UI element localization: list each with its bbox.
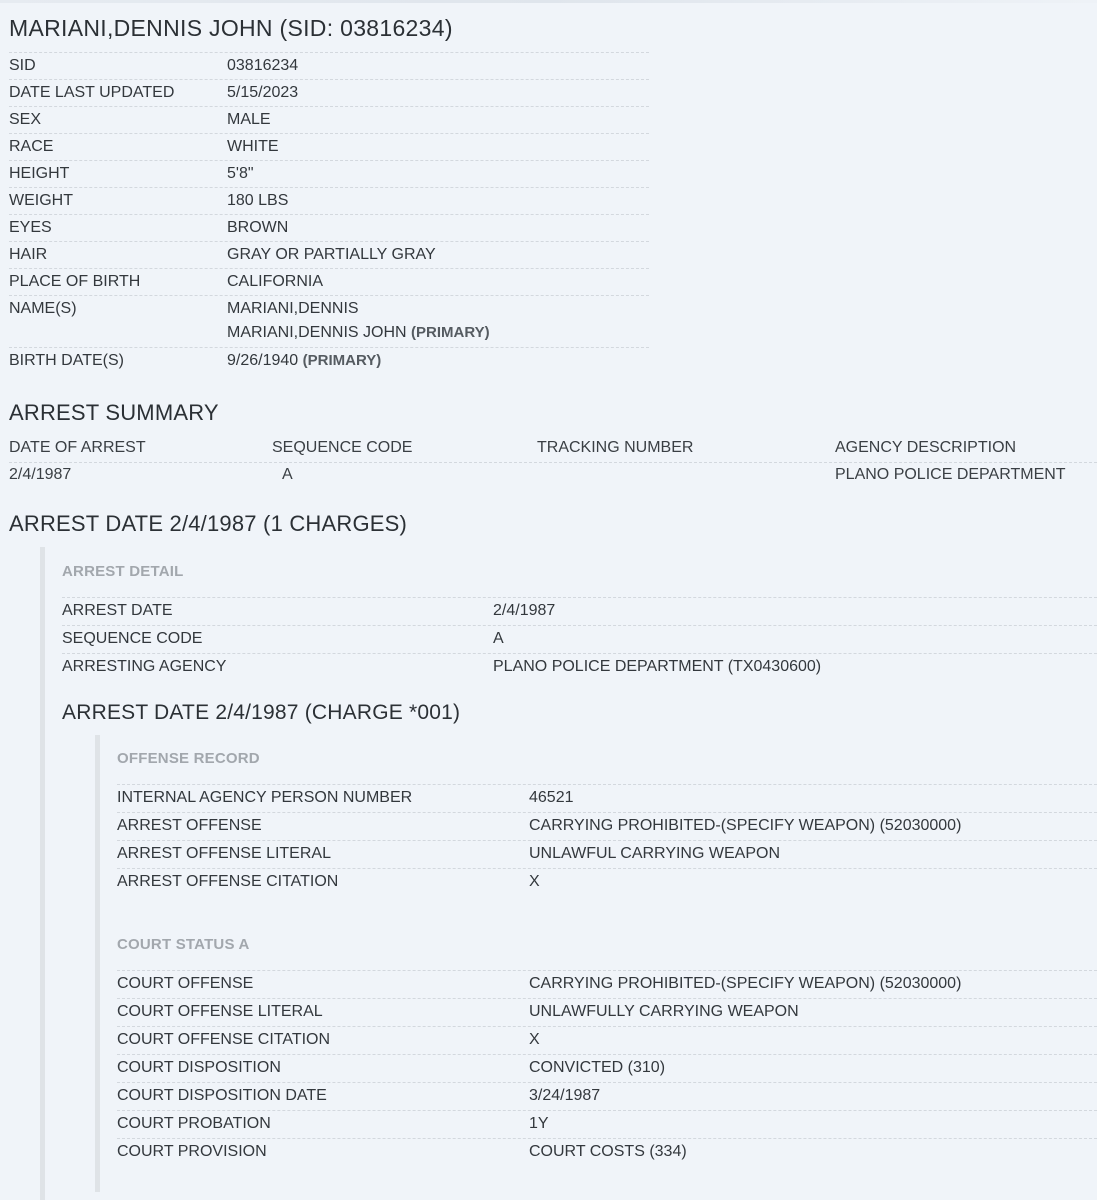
profile-row-sex	[9, 106, 649, 134]
profile-label: NAME(S)	[9, 300, 77, 317]
profile-value: 5/15/2023	[227, 84, 299, 101]
profile-row-weight	[9, 187, 649, 215]
summary-sequence: A	[282, 466, 293, 483]
profile-label: DATE LAST UPDATED	[9, 84, 175, 101]
court-label: COURT OFFENSE	[117, 975, 254, 992]
court-value: X	[529, 1031, 540, 1048]
court-label: COURT OFFENSE CITATION	[117, 1031, 331, 1048]
profile-value: 5'8"	[227, 165, 254, 182]
summary-date: 2/4/1987	[9, 466, 72, 483]
charge-title: ARREST DATE 2/4/1987 (CHARGE *001)	[62, 701, 461, 724]
arrest-date-title: ARREST DATE 2/4/1987 (1 CHARGES)	[9, 511, 408, 536]
offense-label: ARREST OFFENSE CITATION	[117, 873, 339, 890]
court-value: 3/24/1987	[529, 1087, 601, 1104]
profile-label: EYES	[9, 219, 52, 236]
court-row	[117, 1110, 1097, 1139]
court-row	[117, 1082, 1097, 1111]
offense-label: INTERNAL AGENCY PERSON NUMBER	[117, 789, 413, 806]
arrest-detail-title: ARREST DETAIL	[62, 563, 184, 580]
court-row	[117, 998, 1097, 1027]
name-alias: MARIANI,DENNIS	[227, 300, 359, 317]
court-row	[117, 1026, 1097, 1055]
offense-row	[117, 868, 1097, 897]
primary-tag: (PRIMARY)	[411, 324, 490, 341]
profile-label: BIRTH DATE(S)	[9, 352, 124, 369]
summary-header-tracking: TRACKING NUMBER	[537, 439, 694, 456]
profile-label: SEX	[9, 111, 42, 128]
profile-row-eyes	[9, 214, 649, 242]
profile-row-date-last-updated	[9, 79, 649, 107]
profile-value: CALIFORNIA	[227, 273, 324, 290]
profile-label: WEIGHT	[9, 192, 73, 209]
summary-header-agency: AGENCY DESCRIPTION	[835, 439, 1017, 456]
summary-agency: PLANO POLICE DEPARTMENT	[835, 466, 1066, 483]
profile-row-hair	[9, 241, 649, 269]
court-label: COURT OFFENSE LITERAL	[117, 1003, 323, 1020]
court-value: COURT COSTS (334)	[529, 1143, 687, 1160]
summary-header-sequence: SEQUENCE CODE	[272, 439, 413, 456]
offense-value: UNLAWFUL CARRYING WEAPON	[529, 845, 780, 862]
top-border	[0, 0, 1097, 3]
page-title: MARIANI,DENNIS JOHN (SID: 03816234)	[9, 15, 453, 41]
court-value: CONVICTED (310)	[529, 1059, 666, 1076]
profile-row-sid	[9, 52, 649, 80]
offense-row	[117, 784, 1097, 813]
court-label: COURT DISPOSITION DATE	[117, 1087, 327, 1104]
summary-header-date: DATE OF ARREST	[9, 439, 146, 456]
court-value: 1Y	[529, 1115, 549, 1132]
detail-row-sequence-code	[62, 625, 1097, 654]
profile-row-race	[9, 133, 649, 161]
offense-label: ARREST OFFENSE	[117, 817, 262, 834]
name-primary	[227, 324, 490, 342]
offense-row	[117, 840, 1097, 869]
detail-label: ARREST DATE	[62, 602, 173, 619]
court-label: COURT PROBATION	[117, 1115, 271, 1132]
detail-row-arresting-agency	[62, 653, 1097, 682]
court-status-title: COURT STATUS A	[117, 936, 250, 953]
profile-row-place-of-birth	[9, 268, 649, 296]
section-indent-bar	[40, 547, 45, 1200]
profile-value: WHITE	[227, 138, 279, 155]
offense-label: ARREST OFFENSE LITERAL	[117, 845, 331, 862]
birth-date: 9/26/1940	[227, 352, 299, 369]
offense-value: CARRYING PROHIBITED-(SPECIFY WEAPON) (52030000)	[529, 817, 962, 834]
summary-divider	[9, 462, 1097, 463]
offense-row	[117, 812, 1097, 841]
profile-label: SID	[9, 57, 36, 74]
detail-row-arrest-date	[62, 597, 1097, 626]
profile-label: HAIR	[9, 246, 48, 263]
profile-row-height	[9, 160, 649, 188]
profile-label: PLACE OF BIRTH	[9, 273, 141, 290]
detail-label: SEQUENCE CODE	[62, 630, 203, 647]
court-label: COURT DISPOSITION	[117, 1059, 281, 1076]
charge-indent-bar	[95, 735, 100, 1192]
court-value: CARRYING PROHIBITED-(SPECIFY WEAPON) (52030000)	[529, 975, 962, 992]
court-row	[117, 1138, 1097, 1167]
profile-value: MALE	[227, 111, 271, 128]
profile-value	[227, 352, 381, 370]
profile-value: BROWN	[227, 219, 289, 236]
profile-row-birth-dates	[9, 347, 649, 375]
court-row	[117, 1054, 1097, 1083]
detail-value: 2/4/1987	[493, 602, 556, 619]
profile-label: HEIGHT	[9, 165, 70, 182]
arrest-summary-title: ARREST SUMMARY	[9, 400, 219, 425]
profile-label: RACE	[9, 138, 54, 155]
court-row	[117, 970, 1097, 999]
offense-value: 46521	[529, 789, 574, 806]
primary-tag: (PRIMARY)	[302, 352, 382, 369]
detail-value: PLANO POLICE DEPARTMENT (TX0430600)	[493, 658, 822, 675]
profile-value: GRAY OR PARTIALLY GRAY	[227, 246, 436, 263]
profile-value: 180 LBS	[227, 192, 289, 209]
name-primary-text: MARIANI,DENNIS JOHN	[227, 324, 407, 341]
court-value: UNLAWFULLY CARRYING WEAPON	[529, 1003, 799, 1020]
profile-value: 03816234	[227, 57, 299, 74]
offense-record-title: OFFENSE RECORD	[117, 750, 260, 767]
profile-row-names	[9, 295, 649, 348]
detail-value: A	[493, 630, 504, 647]
detail-label: ARRESTING AGENCY	[62, 658, 227, 675]
offense-value: X	[529, 873, 540, 890]
court-label: COURT PROVISION	[117, 1143, 267, 1160]
